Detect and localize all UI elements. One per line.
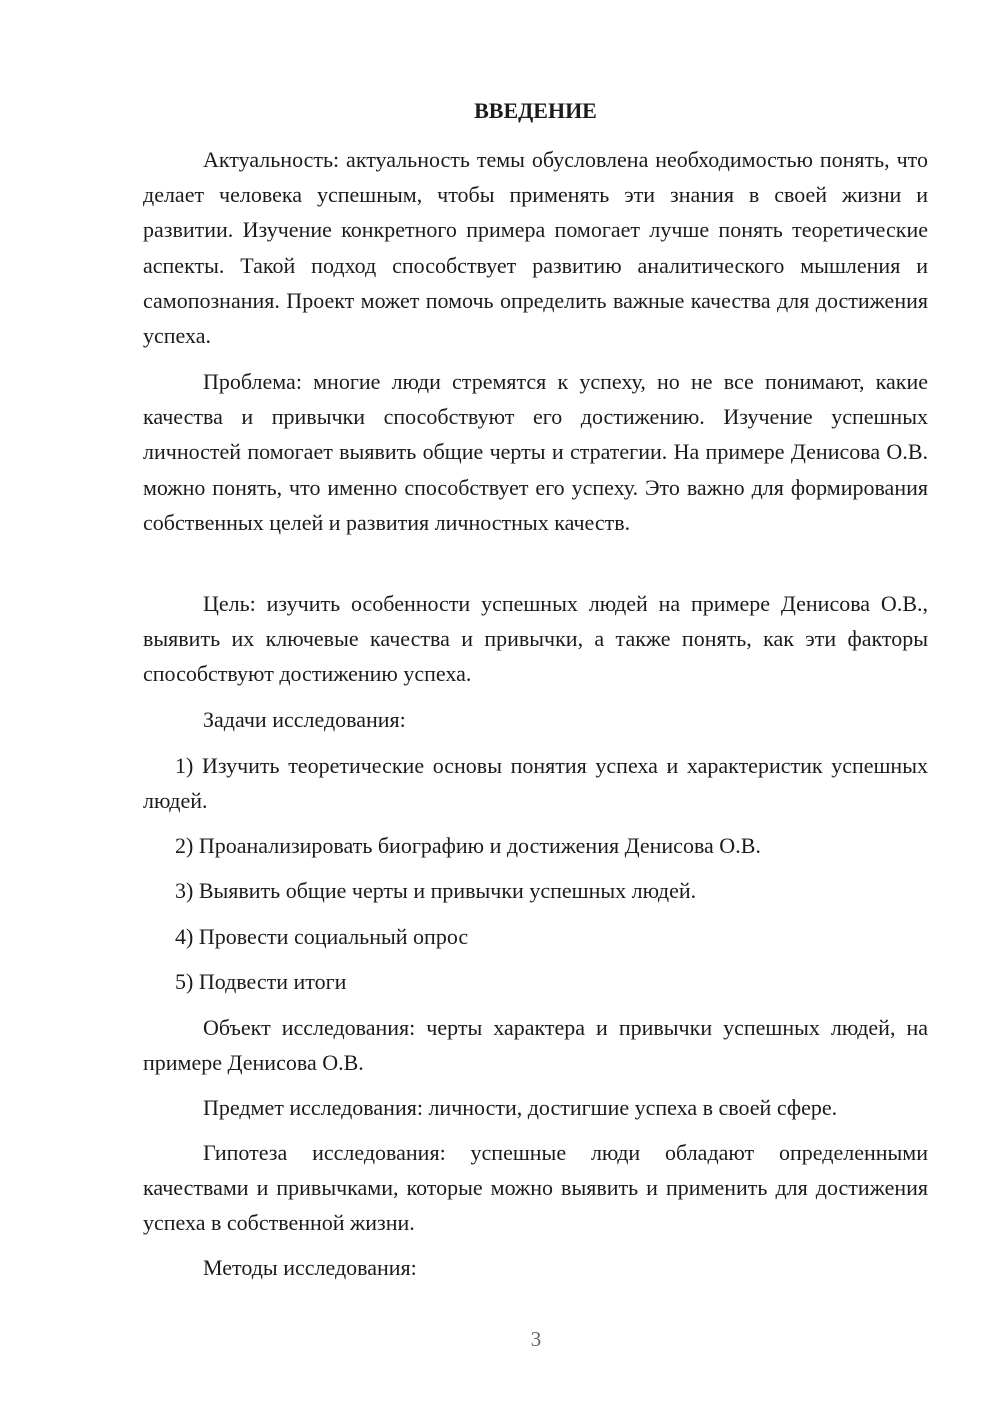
task-item-3: 3) Выявить общие черты и привычки успешных людей. xyxy=(175,878,697,903)
task-item-1: 1) Изучить теоретические основы понятия успеха и характеристик успешных людей. xyxy=(143,753,928,814)
section-heading: ВВЕДЕНИЕ xyxy=(474,98,597,123)
task-item-2: 2) Проанализировать биографию и достижения Денисова О.В. xyxy=(175,833,761,858)
hypothesis-paragraph: Гипотеза исследования: успешные люди обладают определенными качествами и привычками, которые можно выявить и применить для достижения успеха в собственной жизни. xyxy=(143,1140,928,1236)
task-item-5: 5) Подвести итоги xyxy=(175,969,347,994)
relevance-paragraph: Актуальность: актуальность темы обусловлена необходимостью понять, что делает человека успешным, чтобы применять эти знания в своей жизни и развитии. Изучение конкретного примера помогает лучше понять теоретические аспекты. Такой подход способствует развитию аналитического мышления и самопознания. Проект может помочь определить важные качества для достижения успеха. xyxy=(143,147,928,349)
tasks-title: Задачи исследования: xyxy=(203,707,406,732)
methods-title: Методы исследования: xyxy=(203,1255,417,1280)
goal-paragraph: Цель: изучить особенности успешных людей на примере Денисова О.В., выявить их ключевые качества и привычки, а также понять, как эти факторы способствуют достижению успеха. xyxy=(143,591,928,687)
problem-paragraph: Проблема: многие люди стремятся к успеху, но не все понимают, какие качества и привычки способствуют его достижению. Изучение успешных личностей помогает выявить общие черты и стратегии. На примере Денисова О.В. можно понять, что именно способствует его успеху. Это важно для формирования собственных целей и развития личностных качеств. xyxy=(143,369,928,535)
task-item-4: 4) Провести социальный опрос xyxy=(175,924,469,949)
page-number: 3 xyxy=(530,1327,542,1351)
object-paragraph: Объект исследования: черты характера и привычки успешных людей, на примере Денисова О.В. xyxy=(143,1015,928,1076)
subject-paragraph: Предмет исследования: личности, достигшие успеха в своей сфере. xyxy=(203,1095,838,1120)
